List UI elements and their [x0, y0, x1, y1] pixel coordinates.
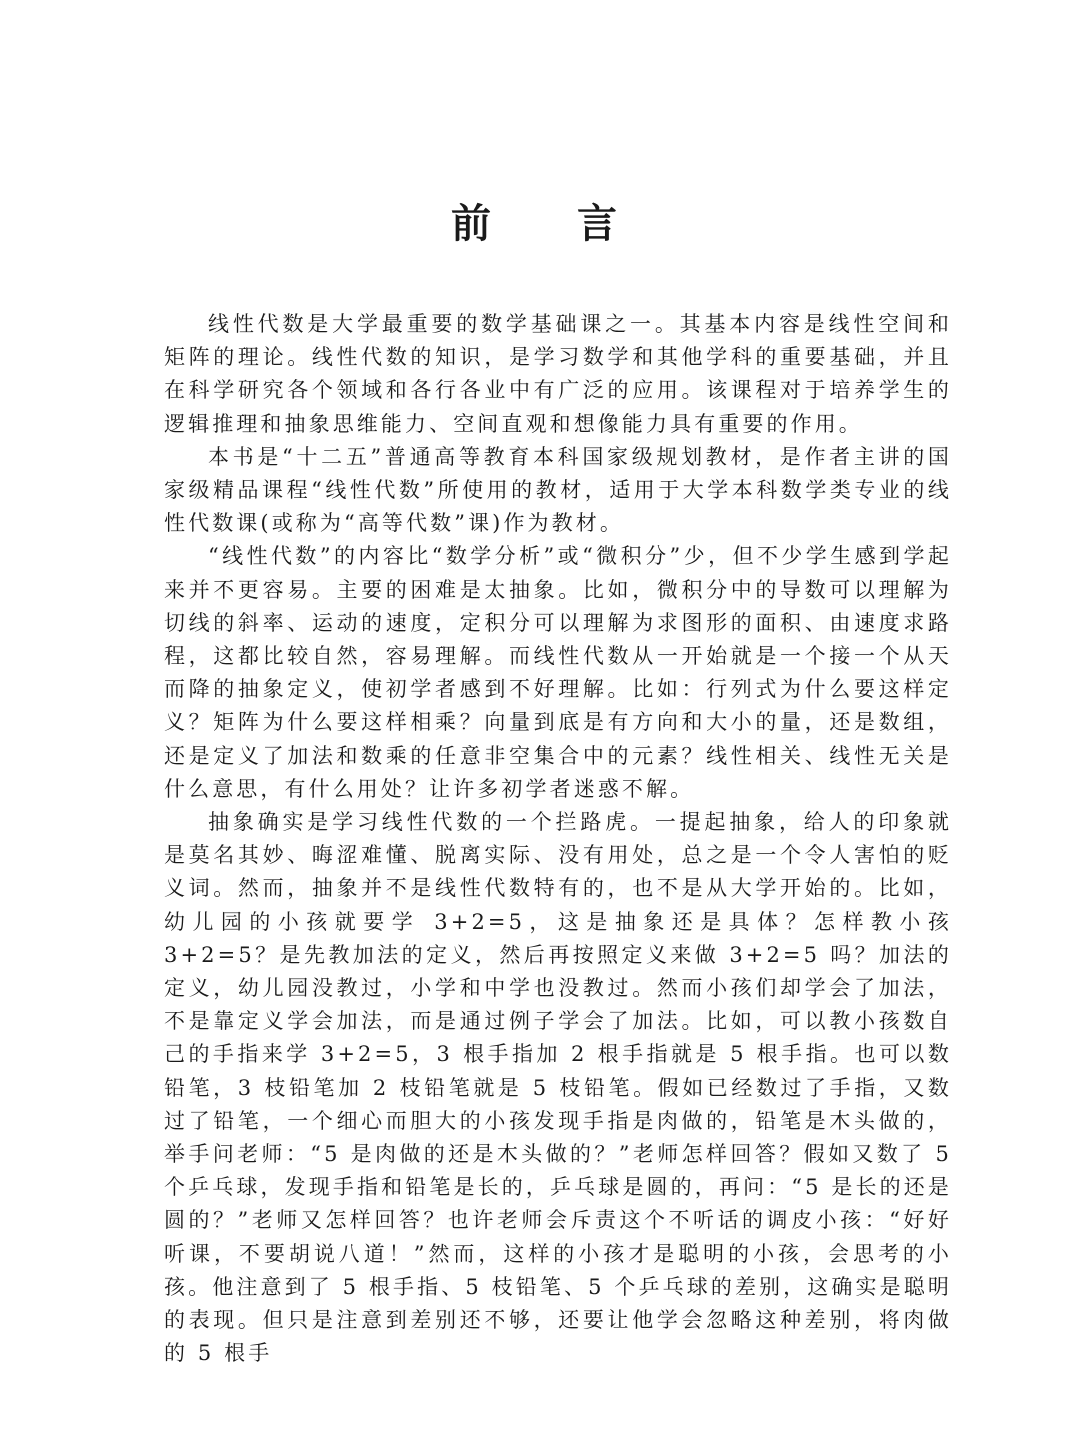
preface-body [164, 308, 952, 1371]
paragraph-1: 线性代数是大学最重要的数学基础课之一。其基本内容是线性空间和矩阵的理论。线性代数的知识，是学习数学和其他学科的重要基础，并且在科学研究各个领域和各行各业中有广泛的应用。该课程对于培养学生的逻辑推理和抽象思维能力、空间直观和想像能力具有重要的作用。 [164, 312, 952, 436]
page-title [0, 196, 1068, 252]
paragraph-2: 本书是“十二五”普通高等教育本科国家级规划教材，是作者主讲的国家级精品课程“线性代数”所使用的教材，适用于大学本科数学类专业的线性代数课(或称为“高等代数”课)作为教材。 [164, 444, 952, 536]
paragraph-4: 抽象确实是学习线性代数的一个拦路虎。一提起抽象，给人的印象就是莫名其妙、晦涩难懂、脱离实际、没有用处，总之是一个令人害怕的贬义词。然而，抽象并不是线性代数特有的，也不是从大学开始的。比如，幼儿园的小孩就要学 3+2=5，这是抽象还是具体？怎样教小孩 3+2=5？是先教加法的定义，然后再按照定义来做 3+2=5 吗？加法的定义，幼儿园没教过，小学和中学也没教过。然而小孩们却学会了加法，不是靠定义学会加法，而是通过例子学会了加法。比如，可以教小孩数自己的手指来学 3+2=5，3 根手指加 2 根手指就是 5 根手指。也可以数铅笔，3 枝铅笔加 2 枝铅笔就是 5 枝铅笔。假如已经数过了手指，又数过了铅笔，一个细心而胆大的小孩发现手指是肉做的，铅笔是木头做的，举手问老师：“5 是肉做的还是木头做的？”老师怎样回答？假如又数了 5 个乒乓球，发现手指和铅笔是长的，乒乓球是圆的，再问：“5 是长的还是圆的？”老师又怎样回答？也许老师会斥责这个不听话的调皮小孩：“好好听课，不要胡说八道！”然而，这样的小孩才是聪明的小孩，会思考的小孩。他注意到了 5 根手指、5 枝铅笔、5 个乒乓球的差别，这确实是聪明的表现。但只是注意到差别还不够，还要让他学会忽略这种差别，将肉做的 5 根手 [164, 810, 952, 1366]
paragraph-3: “线性代数”的内容比“数学分析”或“微积分”少，但不少学生感到学起来并不更容易。主要的困难是太抽象。比如，微积分中的导数可以理解为切线的斜率、运动的速度，定积分可以理解为求图形的面积、由速度求路程，这都比较自然，容易理解。而线性代数从一开始就是一个接一个从天而降的抽象定义，使初学者感到不好理解。比如：行列式为什么要这样定义？矩阵为什么要这样相乘？向量到底是有方向和大小的量，还是数组，还是定义了加法和数乘的任意非空集合中的元素？线性相关、线性无关是什么意思，有什么用处？让许多初学者迷惑不解。 [164, 544, 952, 801]
title-char-right: 言 [577, 200, 617, 247]
title-char-left: 前 [451, 200, 491, 247]
